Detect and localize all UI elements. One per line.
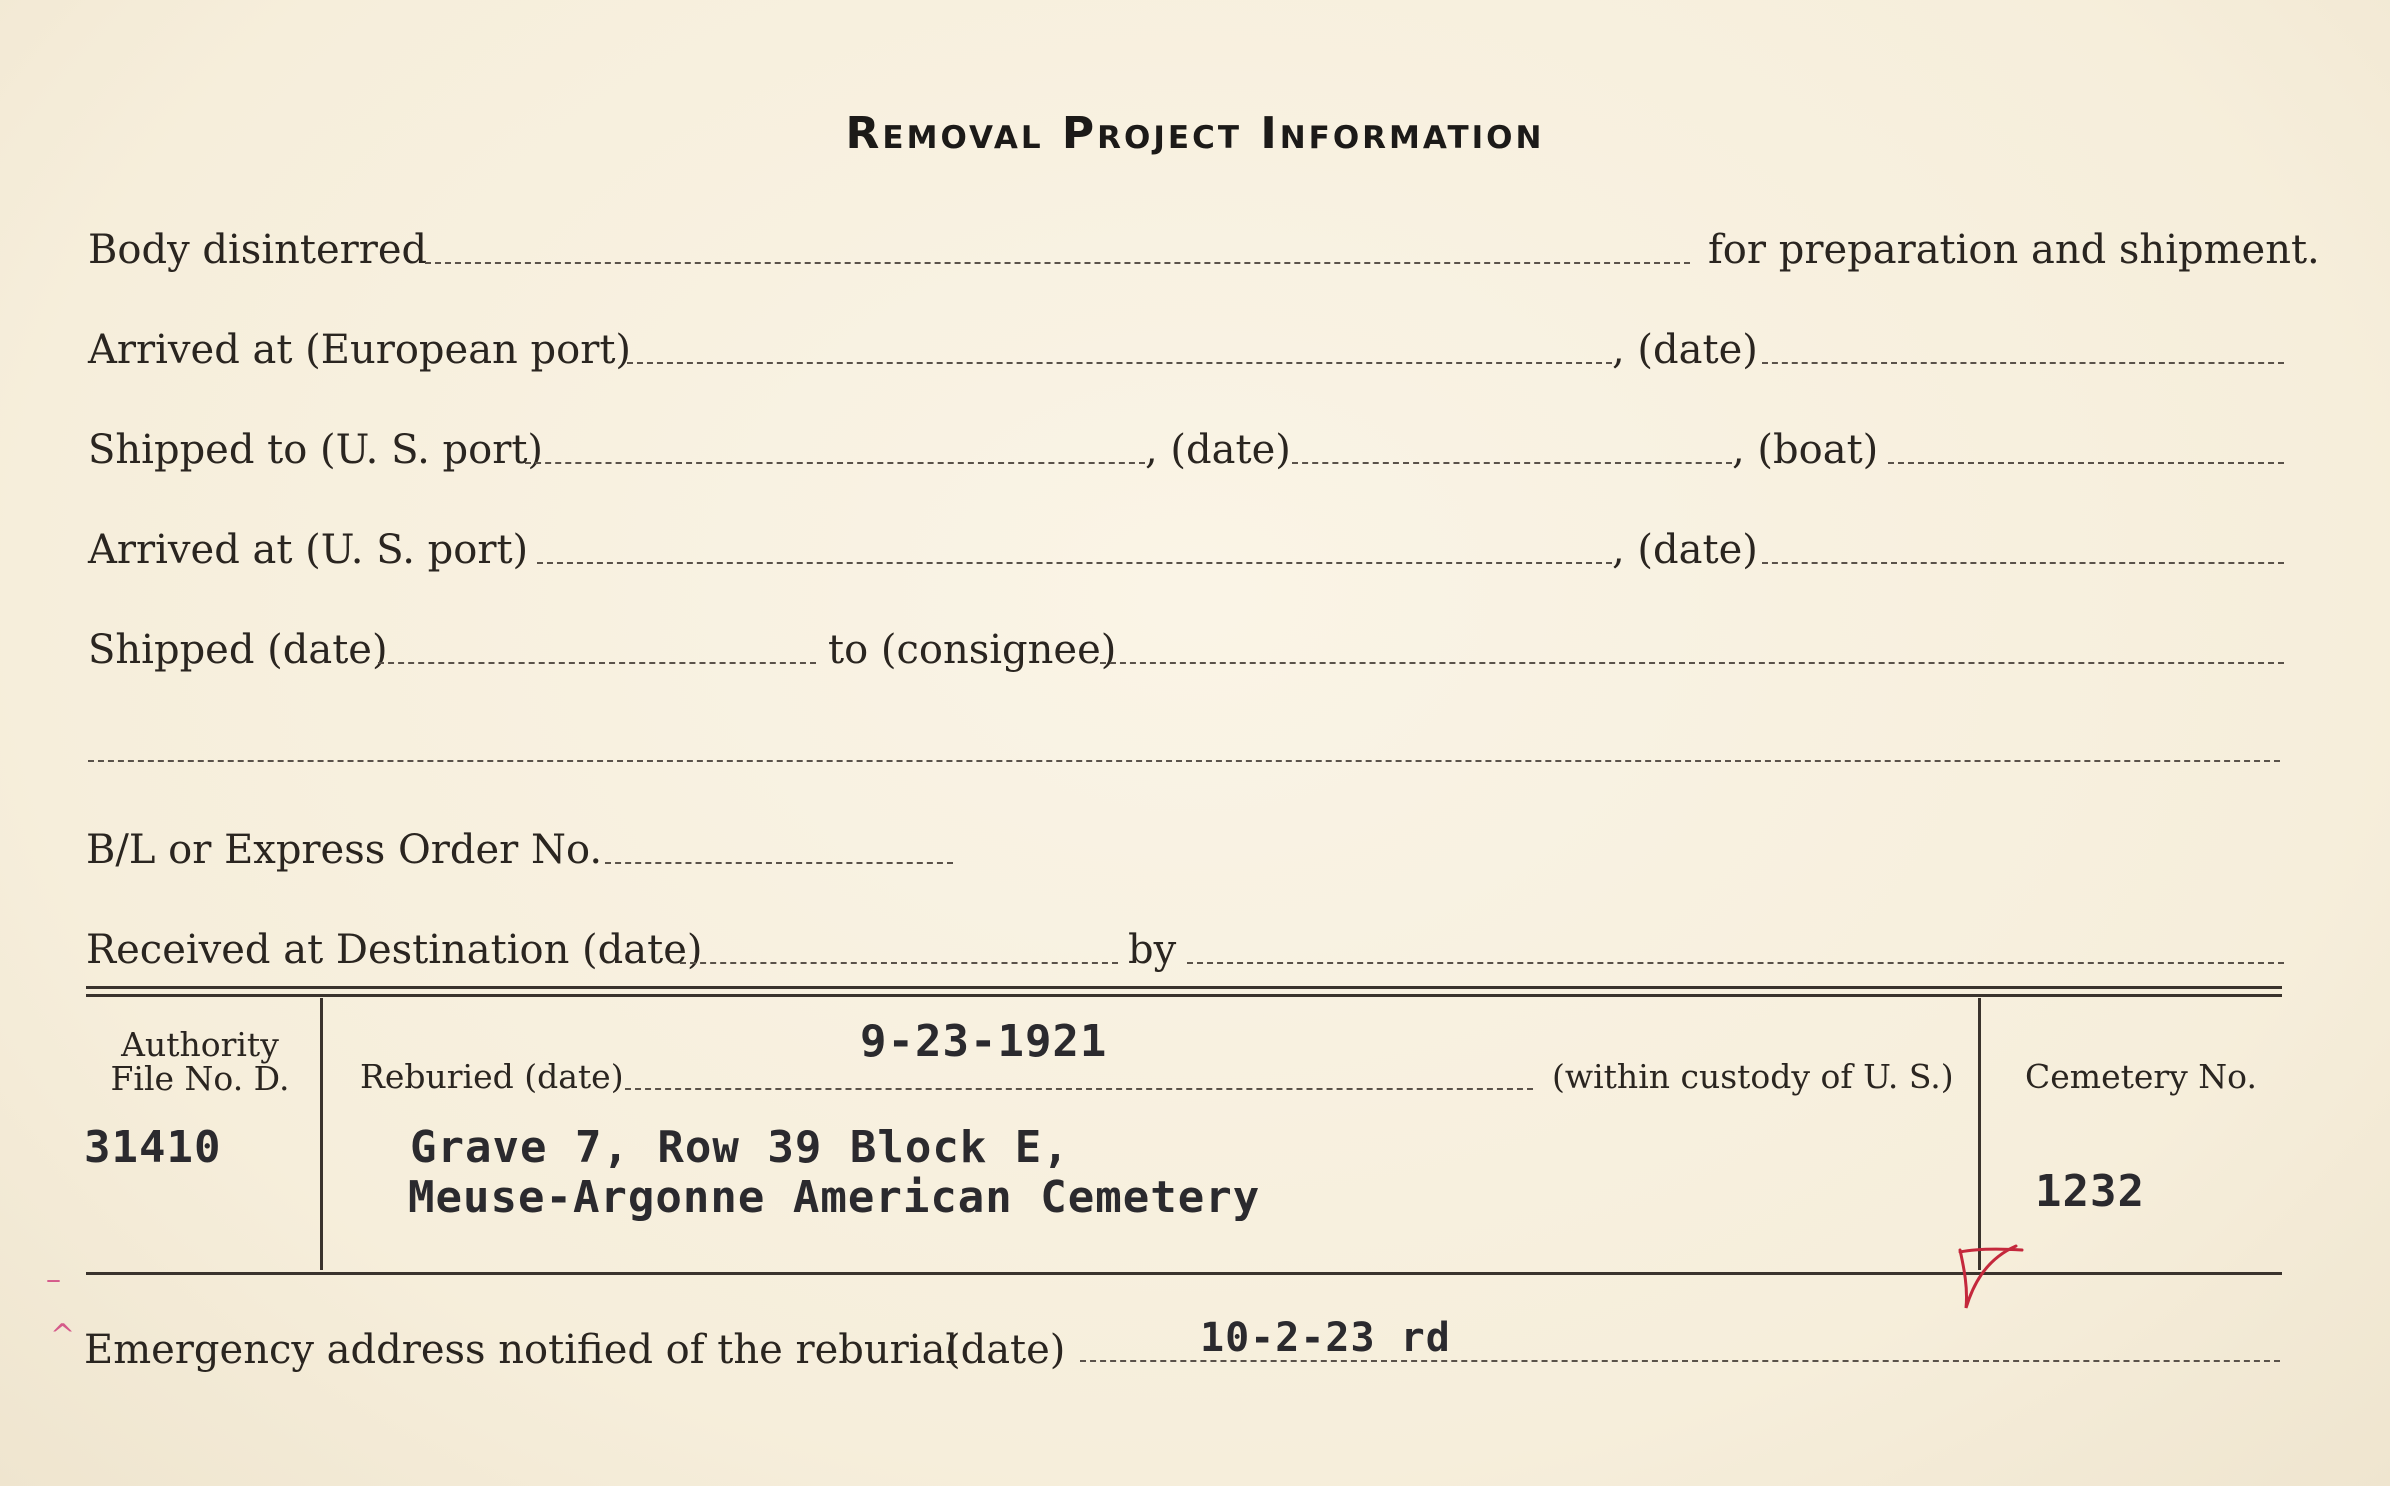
authority-label-2: File No. D. bbox=[110, 1059, 290, 1098]
form-title: Removal Project Information bbox=[845, 108, 1545, 159]
margin-mark-icon: – bbox=[46, 1262, 61, 1297]
reburied-date-field[interactable] bbox=[625, 1088, 1533, 1090]
arrived-us-date-field[interactable] bbox=[1762, 562, 2284, 564]
consignee-field[interactable] bbox=[1100, 662, 2284, 664]
box-top-rule-2 bbox=[86, 994, 2282, 997]
received-by-field[interactable] bbox=[1187, 962, 2284, 964]
shipped-to-label: Shipped to (U. S. port) bbox=[88, 427, 543, 473]
arrived-european-label: Arrived at (European port) bbox=[88, 327, 632, 373]
european-date-field[interactable] bbox=[1762, 362, 2284, 364]
shipped-date-label: , (date) bbox=[1145, 427, 1291, 473]
shipped-date-field[interactable] bbox=[378, 662, 816, 664]
box-divider-right bbox=[1978, 998, 1981, 1270]
received-date-field[interactable] bbox=[680, 962, 1118, 964]
emergency-date-label: (date) bbox=[945, 1327, 1066, 1373]
check-mark-icon bbox=[1950, 1238, 2030, 1318]
box-top-rule-1 bbox=[86, 986, 2282, 989]
authority-label-1: Authority bbox=[121, 1025, 279, 1064]
emergency-label: Emergency address notified of the reburial bbox=[84, 1327, 959, 1373]
shipped-date-row-label: Shipped (date) bbox=[88, 627, 388, 673]
bl-order-label: B/L or Express Order No. bbox=[86, 827, 603, 873]
shipped-us-date-field[interactable] bbox=[1292, 462, 1732, 464]
european-date-label: , (date) bbox=[1612, 327, 1758, 373]
european-port-field[interactable] bbox=[627, 362, 1612, 364]
boat-field[interactable] bbox=[1888, 462, 2284, 464]
body-disinterred-label: Body disinterred bbox=[88, 227, 428, 273]
grave-location-line-1: Grave 7, Row 39 Block E, bbox=[410, 1122, 1070, 1173]
consignee-continuation-field[interactable] bbox=[88, 760, 2280, 762]
boat-label: , (boat) bbox=[1732, 427, 1879, 473]
arrived-us-date-label: , (date) bbox=[1612, 527, 1758, 573]
by-label: by bbox=[1128, 927, 1177, 973]
box-divider-left bbox=[320, 998, 323, 1270]
authority-file-number: 31410 bbox=[84, 1122, 222, 1173]
cemetery-number-value: 1232 bbox=[2035, 1166, 2145, 1217]
arrived-us-port-field[interactable] bbox=[537, 562, 1612, 564]
bl-order-field[interactable] bbox=[605, 862, 953, 864]
cemetery-number-label: Cemetery No. bbox=[2025, 1057, 2257, 1096]
grave-location-line-2: Meuse-Argonne American Cemetery bbox=[408, 1172, 1261, 1223]
consignee-label: to (consignee) bbox=[828, 627, 1117, 673]
emergency-date-value: 10-2-23 rd bbox=[1200, 1315, 1451, 1361]
body-disinterred-suffix: for preparation and shipment. bbox=[1708, 227, 2320, 273]
us-port-field[interactable] bbox=[525, 462, 1145, 464]
arrived-us-label: Arrived at (U. S. port) bbox=[88, 527, 529, 573]
reburied-label: Reburied (date) bbox=[360, 1057, 624, 1096]
reburied-date-value: 9-23-1921 bbox=[860, 1016, 1108, 1067]
margin-tick-icon: ^ bbox=[50, 1318, 76, 1353]
body-disinterred-field[interactable] bbox=[425, 262, 1690, 264]
received-label: Received at Destination (date) bbox=[86, 927, 703, 973]
custody-label: (within custody of U. S.) bbox=[1552, 1057, 1954, 1096]
